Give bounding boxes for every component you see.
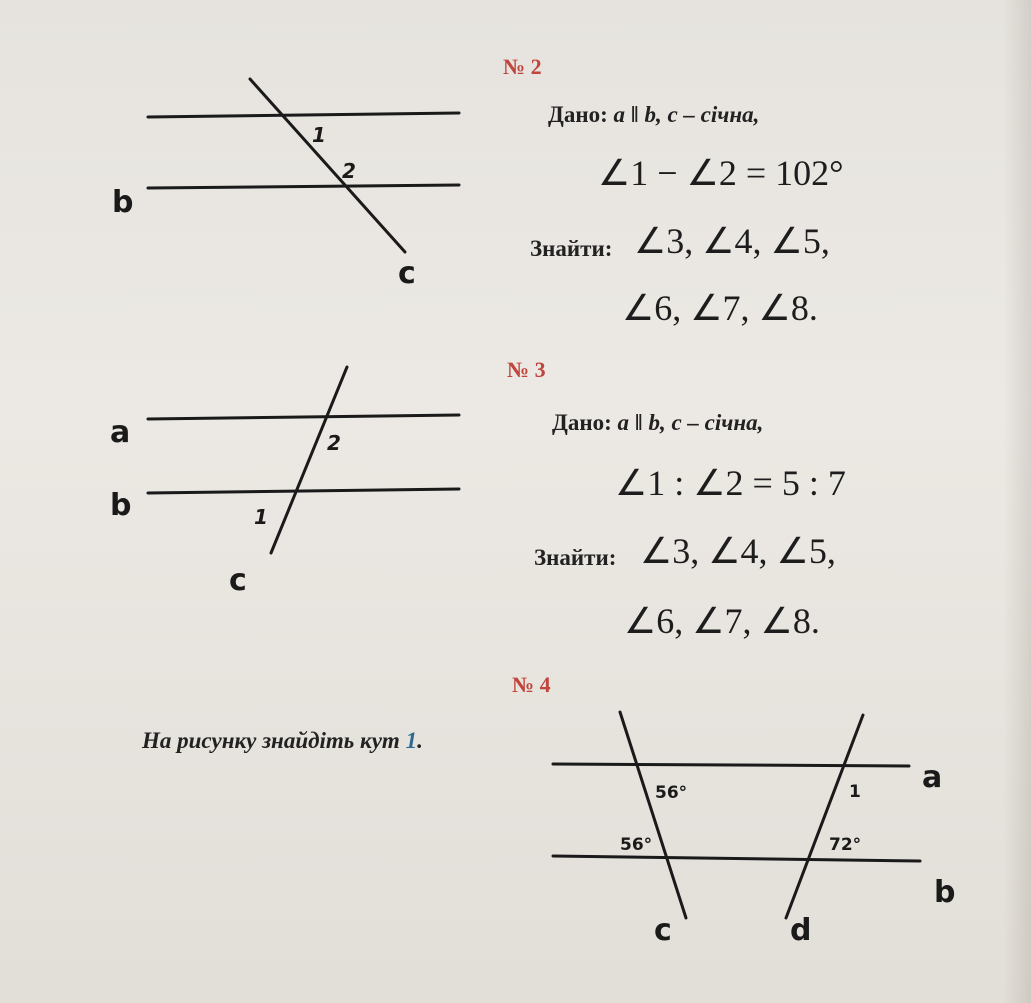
problem4-task-end: . — [417, 728, 423, 753]
problem4-label-b: b — [934, 875, 956, 910]
problem2-find-line1: ∠3, ∠4, ∠5, — [634, 221, 830, 261]
problem2-given-relation: a ‖ b, c – січна, — [613, 102, 760, 127]
problem3-label-b: b — [110, 488, 132, 523]
problem3-condition: ∠1 : ∠2 = 5 : 7 — [615, 463, 846, 503]
problem4-line-d — [786, 715, 863, 918]
problem3-given-relation: a ‖ b, c – січна, — [617, 410, 764, 435]
problem2-label-b: b — [112, 185, 134, 220]
problem4-task-angle: 1 — [405, 728, 418, 753]
problem4-number: № 4 — [512, 672, 551, 697]
problem2-number: № 2 — [503, 54, 542, 79]
problem4-line-a — [553, 764, 909, 766]
problem4-task — [142, 728, 423, 754]
problem2-given-label: Дано: — [548, 102, 608, 127]
problem2-angle-2: 2 — [342, 159, 356, 183]
problem4-angle-56-bottom: 56° — [620, 835, 653, 855]
problem3-angle-2: 2 — [327, 431, 341, 455]
problem3-label-a: a — [110, 415, 131, 450]
problem4-angle-56-top: 56° — [655, 783, 688, 803]
problem4-line-b — [553, 856, 920, 861]
problem3-find-line1: ∠3, ∠4, ∠5, — [640, 531, 836, 571]
problem3-given — [552, 410, 763, 436]
problem2-find-label: Знайти: — [530, 236, 613, 261]
problem3-given-label: Дано: — [552, 410, 612, 435]
problem4-task-text: На рисунку знайдіть кут — [142, 728, 406, 753]
problem2-condition: ∠1 − ∠2 = 102° — [598, 153, 844, 193]
problem4-label-a: a — [922, 760, 943, 795]
problem4-label-d: d — [790, 913, 812, 948]
problem3-find-line2: ∠6, ∠7, ∠8. — [624, 601, 820, 641]
problem4-label-c: c — [654, 913, 672, 948]
problem4-angle-1: 1 — [849, 782, 861, 802]
problem4-line-c — [620, 712, 686, 918]
problem3-angle-1: 1 — [254, 505, 268, 529]
problem4-angle-72: 72° — [829, 835, 862, 855]
problem3-find-label: Знайти: — [534, 545, 617, 570]
problem2-find-line2: ∠6, ∠7, ∠8. — [622, 288, 818, 328]
problem2-angle-1: 1 — [312, 123, 326, 147]
problem2-given — [548, 102, 759, 128]
problem3-label-c: c — [229, 563, 247, 598]
problem3-number: № 3 — [507, 357, 546, 382]
problem2-label-c: c — [398, 256, 416, 291]
